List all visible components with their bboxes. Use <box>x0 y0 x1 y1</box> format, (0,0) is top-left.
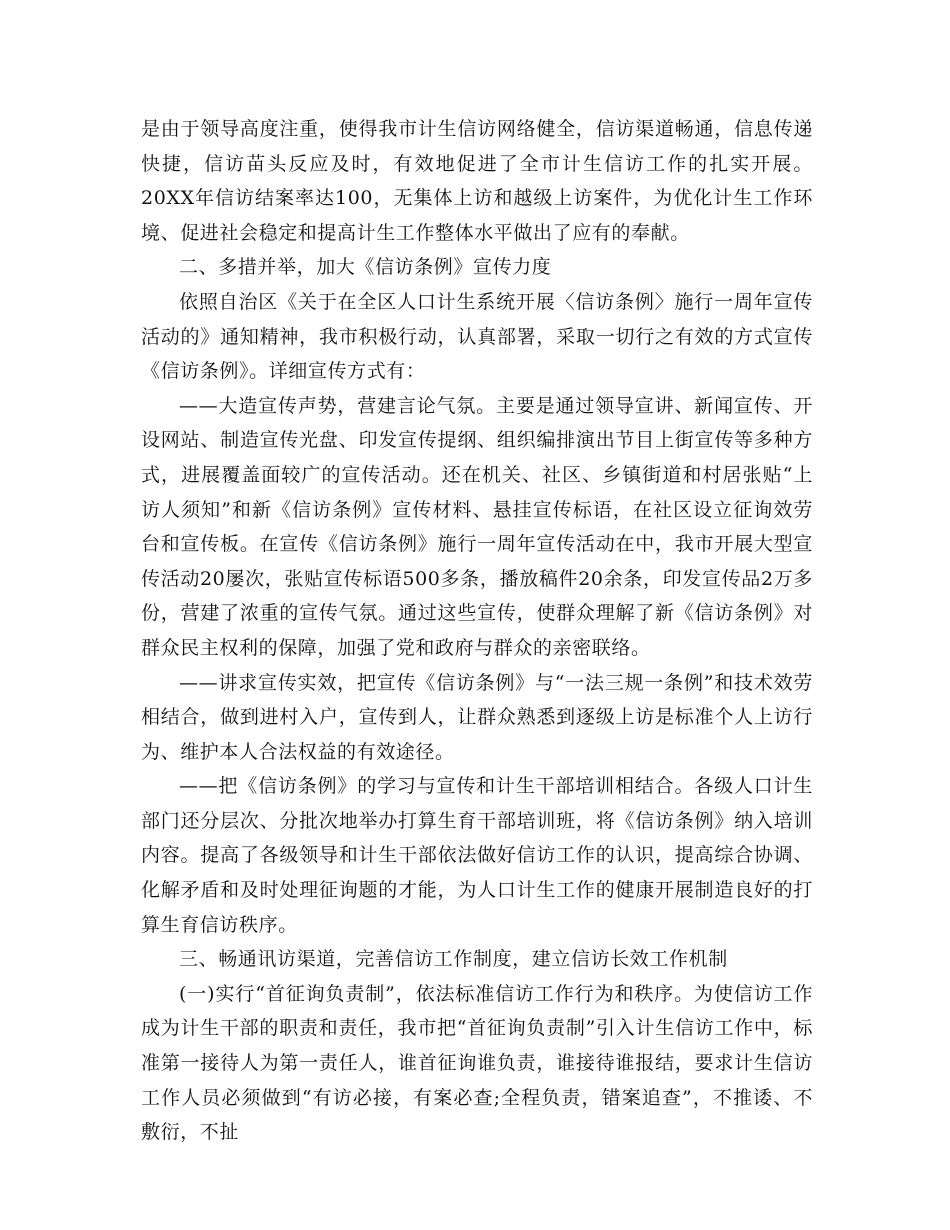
paragraph-3: 依照自治区《关于在全区人口计生系统开展〈信访条例〉施行一周年宣传活动的》通知精神，我市积极行动，认真部署，采取一切行之有效的方式宣传《信访条例》。详细宣传方式有： <box>141 290 813 383</box>
paragraph-5: ——讲求宣传实效，把宣传《信访条例》与“一法三规一条例”和技术效劳相结合，做到进村入户，宣传到人，让群众熟悉到逐级上访是标准个人上访行为、维护本人合法权益的有效途径。 <box>141 671 813 763</box>
paragraph-8: (一)实行“首征询负责制”，依法标准信访工作行为和秩序。为使信访工作成为计生干部的职责和责任，我市把“首征询负责制”引入计生信访工作中，标准第一接待人为第一责任人，谁首征询谁负责，谁接待谁报结，要求计生信访工作人员必须做到“有访必接，有案必查;全程负责，错案追查”，不推诿、不敷衍，不扯 <box>141 982 813 1144</box>
paragraph-4: ——大造宣传声势，营建言论气氛。主要是通过领导宣讲、新闻宣传、开设网站、制造宣传光盘、印发宣传提纲、组织编排演出节目上街宣传等多种方式，进展覆盖面较广的宣传活动。还在机关、社区、乡镇街道和村居张贴“上访人须知”和新《信访条例》宣传材料、悬挂宣传标语，在社区设立征询效劳台和宣传板。在宣传《信访条例》施行一周年宣传活动在中，我市开展大型宣传活动20屡次，张贴宣传标语500多条，播放稿件20余条，印发宣传品2万多份，营建了浓重的宣传气氛。通过这些宣传，使群众理解了新《信访条例》对群众民主权利的保障，加强了党和政府与群众的亲密联络。 <box>141 394 813 659</box>
paragraph-1: 是由于领导高度注重，使得我市计生信访网络健全，信访渠道畅通，信息传递快捷，信访苗头反应及时，有效地促进了全市计生信访工作的扎实开展。20XX年信访结案率达100，无集体上访和越级上访案件，为优化计生工作环境、促进社会稳定和提高计生工作整体水平做出了应有的奉献。 <box>141 118 813 244</box>
section-heading-3: 三、畅通讯访渠道，完善信访工作制度，建立信访长效工作机制 <box>179 948 728 971</box>
paragraph-6: ——把《信访条例》的学习与宣传和计生干部培训相结合。各级人口计生部门还分层次、分批次地举办打算生育干部培训班，将《信访条例》纳入培训内容。提高了各级领导和计生干部依法做好信访工作的认识，提高综合协调、化解矛盾和及时处理征询题的才能，为人口计生工作的健康开展制造良好的打算生育信访秩序。 <box>141 775 813 936</box>
section-heading-2: 二、多措并举，加大《信访条例》宣传力度 <box>179 256 552 279</box>
document-body <box>141 112 813 1150</box>
